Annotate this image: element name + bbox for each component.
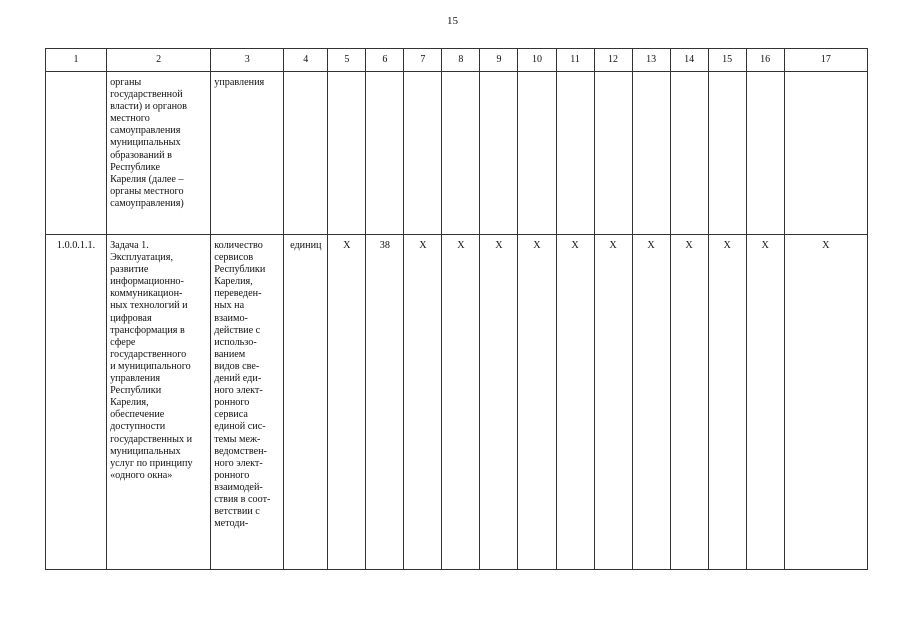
text-line: единой сис-: [214, 421, 266, 433]
row-b-col6-cell: [366, 235, 404, 570]
header-cell-14: 14: [670, 49, 708, 72]
row-a-col17-cell: [784, 72, 867, 235]
row-b-col14-cell: [670, 235, 708, 570]
text-line: взаимодей-: [214, 481, 263, 493]
row-a-col15-cell: [708, 72, 746, 235]
text-line: информационно-: [110, 276, 184, 288]
row-b-col12-cell: [594, 235, 632, 570]
row-b-value-6: 38: [379, 240, 390, 251]
row-b-col2-cell: [107, 235, 211, 570]
text-line: ного элект-: [214, 457, 263, 469]
text-line: «одного окна»: [110, 469, 173, 481]
row-b-col11-cell: [556, 235, 594, 570]
row-b-value-17: X: [822, 240, 830, 251]
text-line: доступности: [110, 421, 166, 433]
text-line: сфере: [110, 336, 136, 348]
row-a-col6-cell: [366, 72, 404, 235]
row-b-col8-cell: [442, 235, 480, 570]
text-line: ных технологий и: [110, 300, 188, 312]
text-line: муниципальных: [110, 445, 181, 457]
row-b-col5-cell: [328, 235, 366, 570]
row-b-col9-cell: [480, 235, 518, 570]
header-cell-1: 1: [46, 49, 107, 72]
text-line: управления: [214, 77, 265, 88]
row-b-value-13: X: [647, 240, 655, 251]
header-row: [46, 49, 868, 72]
header-cell-11: 11: [556, 49, 594, 72]
text-line: самоуправления): [110, 197, 184, 209]
text-line: ствия в соот-: [214, 493, 271, 505]
header-cell-12: 12: [594, 49, 632, 72]
text-line: ронного: [214, 469, 250, 481]
row-a-col3-text: [211, 72, 283, 89]
text-line: государственной: [110, 89, 183, 101]
text-line: самоуправления: [110, 125, 181, 137]
row-b-value-5: X: [343, 240, 351, 251]
row-a-col7-cell: [404, 72, 442, 235]
row-a-col14-cell: [670, 72, 708, 235]
text-line: ванием: [214, 348, 246, 360]
header-cell-2: 2: [107, 49, 211, 72]
text-line: ного элект-: [214, 385, 263, 397]
header-cell-17: 17: [784, 49, 867, 72]
row-b-value-12: X: [609, 240, 617, 251]
text-line: государственных и: [110, 433, 193, 445]
table-row: [46, 72, 868, 235]
text-line: сервисов: [214, 252, 254, 264]
row-b-code: 1.0.0.1.1.: [56, 240, 96, 251]
row-a-col8-cell: [442, 72, 480, 235]
header-cell-10: 10: [518, 49, 556, 72]
row-a-col16-cell: [746, 72, 784, 235]
text-line: взаимо-: [214, 312, 248, 324]
row-b-task-text: [107, 235, 210, 482]
text-line: коммуникацион-: [110, 288, 183, 300]
text-line: цифровая: [110, 312, 152, 324]
row-b-unit: единиц: [290, 240, 322, 251]
row-b-col10-cell: [518, 235, 556, 570]
row-a-col12-cell: [594, 72, 632, 235]
text-line: местного: [110, 113, 150, 125]
text-line: методи-: [214, 518, 249, 530]
text-line: ведомствен-: [214, 445, 267, 457]
text-line: образований в: [110, 149, 172, 161]
text-line: дений еди-: [214, 373, 262, 385]
header-cell-6: 6: [366, 49, 404, 72]
text-line: сервиса: [214, 409, 248, 421]
text-line: трансформация в: [110, 324, 185, 336]
row-b-col17-cell: [784, 235, 867, 570]
header-cell-3: 3: [211, 49, 284, 72]
row-b-col3-cell: [211, 235, 284, 570]
text-line: действие с: [214, 324, 261, 336]
row-b-col1-cell: [46, 235, 107, 570]
text-line: видов све-: [214, 360, 260, 372]
row-b-col16-cell: [746, 235, 784, 570]
row-b-value-14: X: [685, 240, 693, 251]
row-b-indicator-text: [211, 235, 283, 530]
row-b-value-7: X: [419, 240, 427, 251]
row-a-col13-cell: [632, 72, 670, 235]
indicators-table: [45, 48, 868, 570]
row-a-col2-cell: [107, 72, 211, 235]
text-line: развитие: [110, 264, 149, 276]
text-line: темы меж-: [214, 433, 261, 445]
text-line: муниципальных: [110, 137, 181, 149]
header-cell-16: 16: [746, 49, 784, 72]
text-line: переведен-: [214, 288, 262, 300]
row-b-col13-cell: [632, 235, 670, 570]
header-cell-5: 5: [328, 49, 366, 72]
text-line: Республике: [110, 161, 160, 173]
text-line: Карелия (далее –: [110, 173, 184, 185]
text-line: ветствии с: [214, 506, 260, 518]
text-line: Республики: [110, 385, 162, 397]
row-a-col1-cell: [46, 72, 107, 235]
text-line: управления: [110, 373, 161, 385]
text-line: Республики: [214, 264, 266, 276]
row-a-col9-cell: [480, 72, 518, 235]
row-b-value-10: X: [533, 240, 541, 251]
text-line: Эксплуатация,: [110, 252, 173, 264]
text-line: Задача 1.: [110, 240, 149, 251]
text-line: власти) и органов: [110, 101, 187, 113]
header-cell-15: 15: [708, 49, 746, 72]
header-cell-9: 9: [480, 49, 518, 72]
row-b-col15-cell: [708, 235, 746, 570]
text-line: обеспечение: [110, 409, 165, 421]
text-line: услуг по принципу: [110, 457, 193, 469]
page-number: 15: [447, 15, 458, 27]
header-cell-4: 4: [284, 49, 328, 72]
row-a-col2-text: [107, 72, 210, 210]
table-row: [46, 235, 868, 570]
text-line: Карелия,: [214, 276, 253, 288]
row-a-col4-cell: [284, 72, 328, 235]
row-b-value-15: X: [723, 240, 731, 251]
row-b-value-11: X: [571, 240, 579, 251]
header-cell-7: 7: [404, 49, 442, 72]
text-line: ных на: [214, 300, 245, 312]
row-a-col3-cell: [211, 72, 284, 235]
text-line: Карелия,: [110, 397, 149, 409]
text-line: количество: [214, 240, 263, 251]
text-line: ронного: [214, 397, 250, 409]
header-cell-8: 8: [442, 49, 480, 72]
row-b-col7-cell: [404, 235, 442, 570]
text-line: использо-: [214, 336, 257, 348]
header-cell-13: 13: [632, 49, 670, 72]
row-b-value-16: X: [761, 240, 769, 251]
text-line: органы: [110, 77, 142, 88]
row-b-col4-cell: [284, 235, 328, 570]
text-line: государственного: [110, 348, 187, 360]
text-line: органы местного: [110, 185, 184, 197]
row-a-col5-cell: [328, 72, 366, 235]
row-a-col11-cell: [556, 72, 594, 235]
row-b-value-8: X: [457, 240, 465, 251]
row-b-value-9: X: [495, 240, 503, 251]
text-line: и муниципального: [110, 360, 191, 372]
row-a-col10-cell: [518, 72, 556, 235]
